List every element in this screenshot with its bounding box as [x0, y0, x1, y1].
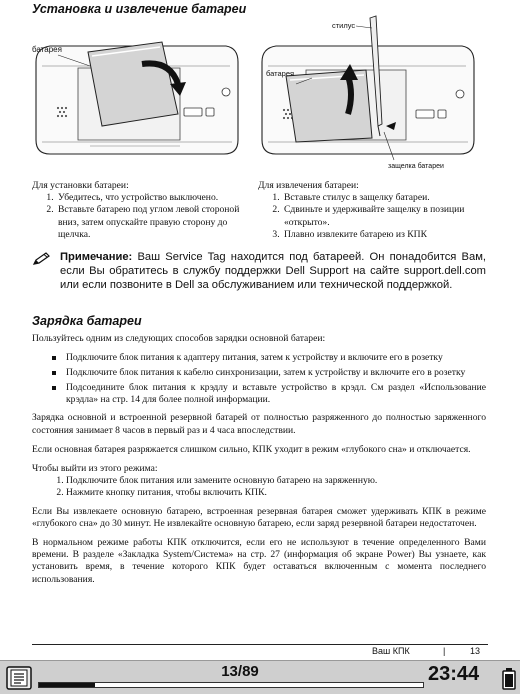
remove-step: 1. Вставьте стилус в защелку батареи.	[282, 192, 470, 204]
install-instructions	[32, 180, 252, 241]
service-tag-note	[32, 250, 486, 292]
clock-time: 23:44	[428, 663, 480, 685]
paragraph-charge-time: Зарядка основной и встроенной резервной батарей от полностью разряженного до полностью заряженного состояния занимает 8 часов в первый раз и 4 часа впоследствии.	[32, 412, 486, 436]
charging-section-body	[32, 333, 486, 593]
book-menu-icon[interactable]	[6, 666, 32, 695]
battery-icon	[502, 668, 516, 695]
paragraph-deep-sleep: Если основная батарея разряжается слишком сильно, КПК уходит в режим «глубокого сна» и отключается.	[32, 443, 471, 455]
label-battery-left: батарея	[32, 45, 62, 54]
exit-steps	[32, 475, 486, 499]
exit-step: 1. Подключите блок питания или замените основную батарею на заряженную.	[66, 475, 486, 487]
list-item: Подключите блок питания к кабелю синхронизации, затем к устройству и включите его в розетку	[66, 367, 486, 379]
install-step: 2. Вставьте батарею под углом левой стороной вниз, затем опускайте правую сторону до щелчка.	[56, 204, 252, 241]
remove-instructions	[258, 180, 470, 241]
note-label: Примечание:	[60, 251, 133, 263]
remove-step: 2. Сдвиньте и удерживайте защелку в позиции «открыто».	[282, 204, 470, 228]
paragraph-auto-off: В нормальном режиме работы КПК отключится, если его не используют в течение определенного Вами времени. В разделе «Закладка System/Система» на стр. 27 (информация об экране Power) Вы узнаете, как установить время, в течение которого КПК будет оставаться включенным с момента последнего использования.	[32, 537, 486, 585]
reading-progress-bar[interactable]	[38, 682, 424, 688]
pencil-note-icon	[32, 252, 52, 270]
remove-steps	[258, 192, 470, 241]
install-step: 1. Убедитесь, что устройство выключено.	[56, 192, 252, 204]
footer-page-number: 13	[470, 646, 481, 656]
charging-methods-list	[32, 352, 486, 406]
footer-title: Ваш КПК	[372, 646, 410, 656]
section-heading-charging: Зарядка батареи	[32, 314, 142, 328]
figure-install-battery	[30, 22, 244, 172]
label-battery-latch: защелка батареи	[388, 163, 444, 170]
list-item: Подсоедините блок питания к крэдлу и вставьте устройство в крэдл. См раздел «Использование крэдла» на стр. 14 для более полной информации.	[66, 382, 486, 406]
reading-progress-fill	[39, 683, 95, 687]
reader-status-bar	[0, 660, 520, 694]
label-battery-right: батарея	[266, 69, 295, 78]
remove-intro: Для извлечения батареи:	[258, 180, 359, 191]
pda-back-illustration-remove	[256, 14, 490, 172]
pda-back-illustration	[30, 22, 244, 172]
footer-rule	[32, 644, 488, 645]
paragraph-backup-battery: Если Вы извлекаете основную батарею, встроенная резервная батарея сможет удерживать КПК в режиме «глубокого сна» до 30 минут. Не извлекайте основную батарею, если заряд резервной батареи недостаточен.	[32, 506, 486, 530]
exit-step: 2. Нажмите кнопку питания, чтобы включить КПК.	[66, 487, 486, 499]
list-item: Подключите блок питания к адаптеру питания, затем к устройству и включите его в розетку	[66, 352, 486, 364]
install-steps	[32, 192, 252, 241]
page-indicator[interactable]: 13/89	[221, 663, 259, 680]
footer-separator: |	[443, 646, 446, 656]
remove-step: 3. Плавно извлеките батарею из КПК	[282, 229, 470, 241]
note-text: Ваш Service Tag находится под батареей. Он понадобится Вам, если Вы обратитесь в службу поддержки Dell Support на сайте support.dell.com или если позвоните в Dell за обслуживанием или технической поддержкой.	[60, 251, 487, 291]
figure-remove-battery	[256, 14, 490, 172]
exit-intro: Чтобы выйти из этого режима:	[32, 462, 158, 474]
charging-intro: Пользуйтесь одним из следующих способов зарядки основной батареи:	[32, 333, 326, 344]
label-stylus: стилус	[332, 21, 356, 30]
section-heading-battery: Установка и извлечение батареи	[32, 2, 247, 16]
install-intro: Для установки батареи:	[32, 180, 129, 191]
